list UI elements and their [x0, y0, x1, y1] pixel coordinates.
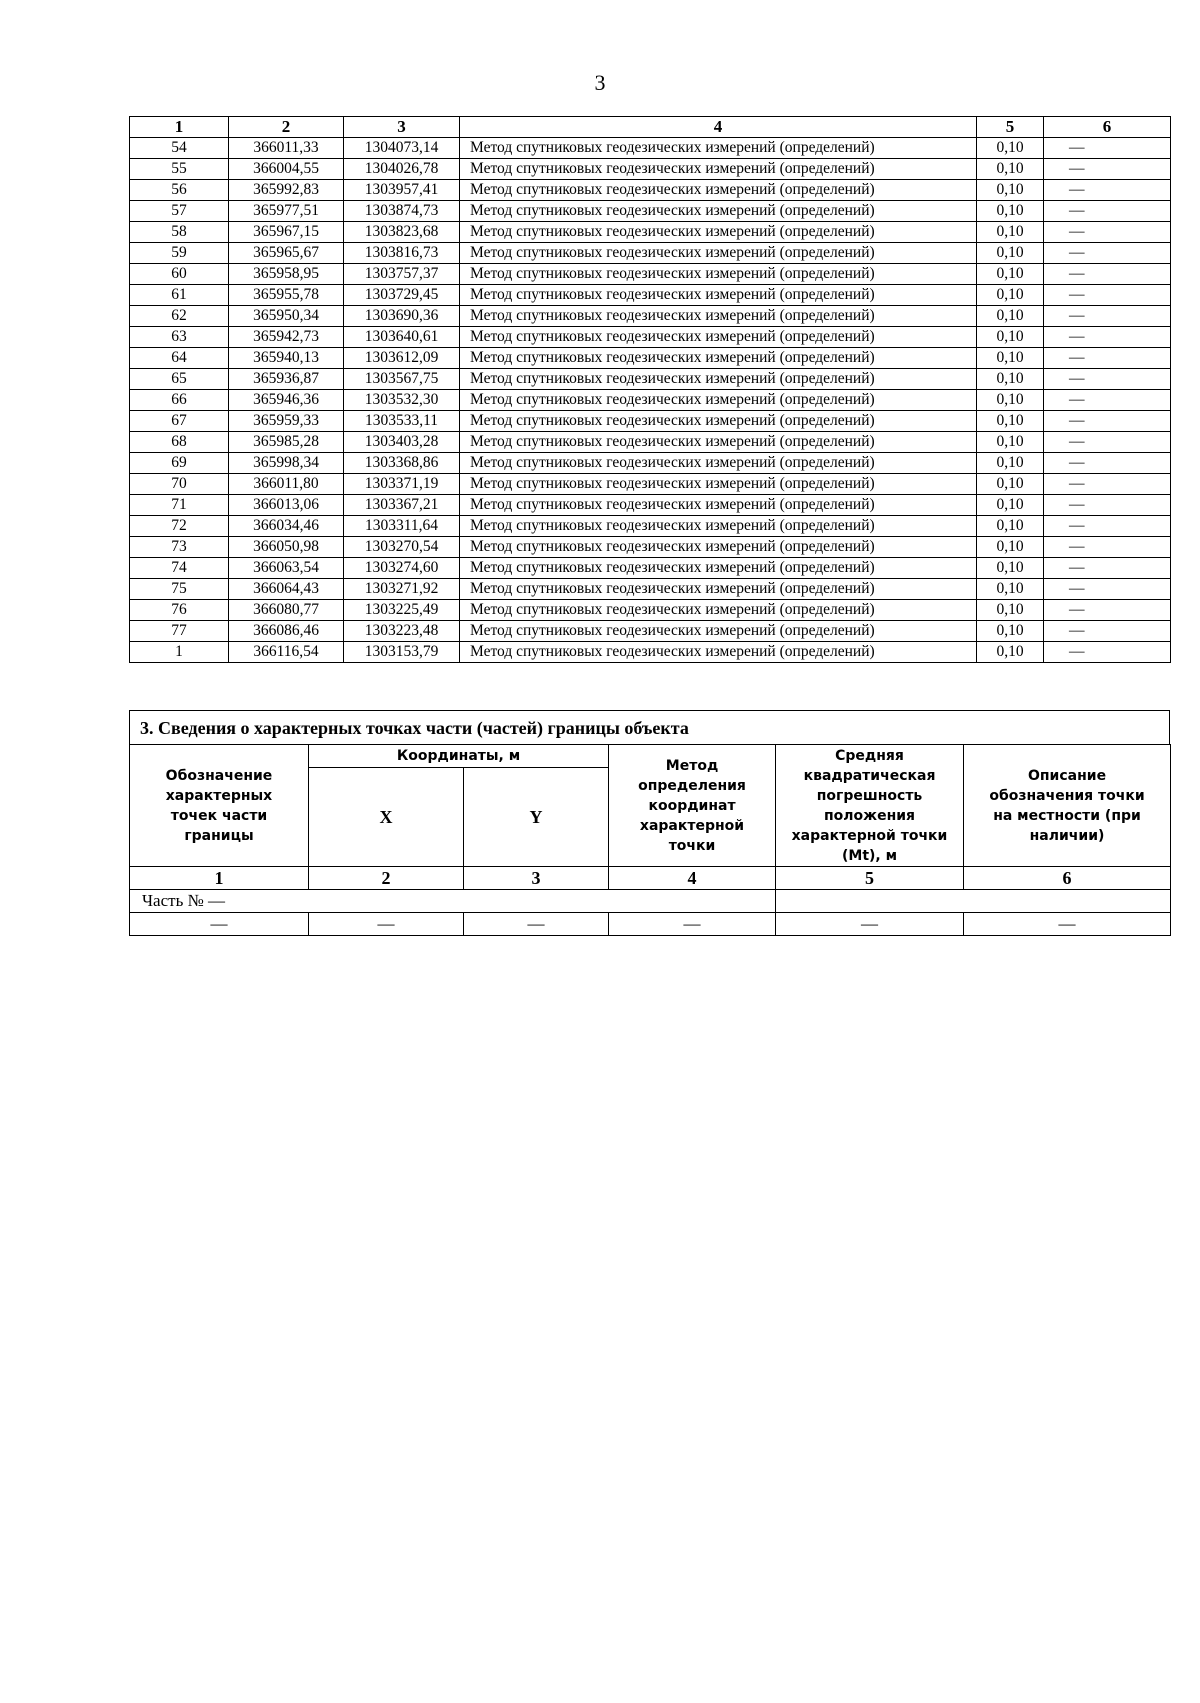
- table-cell: 365936,87: [229, 369, 344, 390]
- table-cell: 0,10: [977, 201, 1044, 222]
- method-header: Метод определения координат характерной точки: [609, 745, 776, 867]
- table-cell: 1303729,45: [344, 285, 460, 306]
- table-cell: Метод спутниковых геодезических измерений (определений): [460, 159, 977, 180]
- table-row: [130, 913, 1171, 936]
- part-empty-cell: [776, 890, 1171, 913]
- table-row: [130, 516, 1171, 537]
- y-header: Y: [464, 768, 609, 867]
- table-cell: 365977,51: [229, 201, 344, 222]
- column-number: 6: [964, 867, 1171, 890]
- section-3: [129, 710, 1170, 936]
- table-cell: 74: [130, 558, 229, 579]
- table-row: [130, 285, 1171, 306]
- table-cell: 1303371,19: [344, 474, 460, 495]
- table-cell: 1303223,48: [344, 621, 460, 642]
- table-cell: 1303403,28: [344, 432, 460, 453]
- table-cell: 1303311,64: [344, 516, 460, 537]
- table-cell: Метод спутниковых геодезических измерений (определений): [460, 306, 977, 327]
- table-row: [130, 201, 1171, 222]
- table-cell: 1303368,86: [344, 453, 460, 474]
- table-cell: 1303532,30: [344, 390, 460, 411]
- table-cell: 365950,34: [229, 306, 344, 327]
- table-row: [130, 180, 1171, 201]
- table-cell: —: [609, 913, 776, 936]
- table-cell: 0,10: [977, 180, 1044, 201]
- table-cell: —: [1044, 621, 1171, 642]
- table-cell: 0,10: [977, 621, 1044, 642]
- header-cell: 1: [130, 117, 229, 138]
- table-cell: 366064,43: [229, 579, 344, 600]
- table-cell: Метод спутниковых геодезических измерений (определений): [460, 285, 977, 306]
- coordinates-header: Координаты, м: [309, 745, 609, 768]
- table-cell: 64: [130, 348, 229, 369]
- table-row: [130, 348, 1171, 369]
- table-cell: Метод спутниковых геодезических измерений (определений): [460, 621, 977, 642]
- column-number-row: [130, 117, 1171, 138]
- table-cell: 366086,46: [229, 621, 344, 642]
- table-cell: 71: [130, 495, 229, 516]
- table-row: [130, 537, 1171, 558]
- table-cell: 56: [130, 180, 229, 201]
- table-cell: —: [1044, 201, 1171, 222]
- table-cell: 1303367,21: [344, 495, 460, 516]
- table-cell: 366116,54: [229, 642, 344, 663]
- table-row: [130, 474, 1171, 495]
- coordinates-table: [129, 116, 1171, 663]
- table-cell: —: [1044, 390, 1171, 411]
- table-cell: —: [1044, 453, 1171, 474]
- table-cell: —: [1044, 558, 1171, 579]
- table-cell: 1303757,37: [344, 264, 460, 285]
- table-cell: —: [964, 913, 1171, 936]
- table-cell: Метод спутниковых геодезических измерений (определений): [460, 222, 977, 243]
- table-cell: 1303874,73: [344, 201, 460, 222]
- table-cell: 72: [130, 516, 229, 537]
- table-cell: —: [1044, 600, 1171, 621]
- table-cell: 1303823,68: [344, 222, 460, 243]
- table-cell: 366034,46: [229, 516, 344, 537]
- table-row: [130, 390, 1171, 411]
- table-cell: 365942,73: [229, 327, 344, 348]
- table-row: [130, 369, 1171, 390]
- table-cell: 61: [130, 285, 229, 306]
- table-cell: 366050,98: [229, 537, 344, 558]
- coordinates-table-body: [130, 138, 1171, 663]
- table-row: [130, 453, 1171, 474]
- table-cell: 67: [130, 411, 229, 432]
- table-cell: 65: [130, 369, 229, 390]
- table-cell: 54: [130, 138, 229, 159]
- table-cell: 1303274,60: [344, 558, 460, 579]
- part-label: Часть № —: [130, 890, 776, 913]
- table-cell: Метод спутниковых геодезических измерений (определений): [460, 453, 977, 474]
- table-cell: —: [1044, 369, 1171, 390]
- table-cell: —: [1044, 285, 1171, 306]
- table-cell: 0,10: [977, 600, 1044, 621]
- table-row: [130, 411, 1171, 432]
- table-cell: Метод спутниковых геодезических измерений (определений): [460, 474, 977, 495]
- table-cell: 59: [130, 243, 229, 264]
- table-cell: 1303816,73: [344, 243, 460, 264]
- x-header: X: [309, 768, 464, 867]
- header-cell: 5: [977, 117, 1044, 138]
- table-cell: 66: [130, 390, 229, 411]
- table-cell: Метод спутниковых геодезических измерений (определений): [460, 327, 977, 348]
- table-cell: Метод спутниковых геодезических измерений (определений): [460, 348, 977, 369]
- table-cell: 1303153,79: [344, 642, 460, 663]
- table-cell: 60: [130, 264, 229, 285]
- part-points-table: [129, 744, 1171, 936]
- table-cell: 0,10: [977, 285, 1044, 306]
- header-cell: 6: [1044, 117, 1171, 138]
- table-cell: Метод спутниковых геодезических измерений (определений): [460, 201, 977, 222]
- table-cell: 366004,55: [229, 159, 344, 180]
- table-cell: —: [1044, 516, 1171, 537]
- table-row: [130, 432, 1171, 453]
- table-cell: —: [1044, 159, 1171, 180]
- table-cell: —: [130, 913, 309, 936]
- table-cell: Метод спутниковых геодезических измерений (определений): [460, 369, 977, 390]
- page-number: 3: [594, 70, 606, 95]
- table-cell: —: [1044, 432, 1171, 453]
- table-cell: —: [309, 913, 464, 936]
- table-row: [130, 306, 1171, 327]
- table-cell: 0,10: [977, 138, 1044, 159]
- table-cell: 366080,77: [229, 600, 344, 621]
- table-cell: —: [776, 913, 964, 936]
- table-cell: Метод спутниковых геодезических измерений (определений): [460, 558, 977, 579]
- part-row: [130, 890, 1171, 913]
- table-cell: —: [1044, 411, 1171, 432]
- table-row: [130, 579, 1171, 600]
- table-cell: Метод спутниковых геодезических измерений (определений): [460, 411, 977, 432]
- description-header: Описание обозначения точки на местности (при наличии): [964, 745, 1171, 867]
- table-row: [130, 159, 1171, 180]
- table-cell: 365967,15: [229, 222, 344, 243]
- table-cell: 366011,33: [229, 138, 344, 159]
- table-cell: —: [1044, 180, 1171, 201]
- table-cell: 366063,54: [229, 558, 344, 579]
- table-cell: 365946,36: [229, 390, 344, 411]
- table-cell: 0,10: [977, 537, 1044, 558]
- table-row: [130, 642, 1171, 663]
- table-cell: 0,10: [977, 222, 1044, 243]
- table-cell: 0,10: [977, 411, 1044, 432]
- table-cell: Метод спутниковых геодезических измерений (определений): [460, 600, 977, 621]
- table-cell: 58: [130, 222, 229, 243]
- table-cell: Метод спутниковых геодезических измерений (определений): [460, 495, 977, 516]
- table-cell: 0,10: [977, 495, 1044, 516]
- table-row: [130, 138, 1171, 159]
- table-cell: 1303612,09: [344, 348, 460, 369]
- column-number: 2: [309, 867, 464, 890]
- table-cell: 63: [130, 327, 229, 348]
- table-cell: —: [464, 913, 609, 936]
- table-cell: Метод спутниковых геодезических измерений (определений): [460, 579, 977, 600]
- table-cell: —: [1044, 306, 1171, 327]
- table-cell: 365998,34: [229, 453, 344, 474]
- table-cell: —: [1044, 537, 1171, 558]
- table-cell: 1303533,11: [344, 411, 460, 432]
- table-cell: 75: [130, 579, 229, 600]
- table-cell: —: [1044, 327, 1171, 348]
- column-number: 5: [776, 867, 964, 890]
- column-number: 3: [464, 867, 609, 890]
- table-cell: 0,10: [977, 558, 1044, 579]
- table-cell: 0,10: [977, 474, 1044, 495]
- table-cell: Метод спутниковых геодезических измерений (определений): [460, 243, 977, 264]
- table-cell: Метод спутниковых геодезических измерений (определений): [460, 432, 977, 453]
- table-cell: 0,10: [977, 453, 1044, 474]
- table-cell: 0,10: [977, 243, 1044, 264]
- table-cell: 365985,28: [229, 432, 344, 453]
- table-cell: 0,10: [977, 306, 1044, 327]
- table-cell: 365958,95: [229, 264, 344, 285]
- table-cell: 366013,06: [229, 495, 344, 516]
- table-cell: 365959,33: [229, 411, 344, 432]
- table-cell: 1304026,78: [344, 159, 460, 180]
- table-row: [130, 558, 1171, 579]
- table-cell: 0,10: [977, 579, 1044, 600]
- table-cell: 1304073,14: [344, 138, 460, 159]
- table-cell: —: [1044, 579, 1171, 600]
- table-row: [130, 600, 1171, 621]
- table-row: [130, 327, 1171, 348]
- table-cell: 0,10: [977, 642, 1044, 663]
- table-row: [130, 243, 1171, 264]
- table-cell: 0,10: [977, 348, 1044, 369]
- table-cell: 1303690,36: [344, 306, 460, 327]
- table-cell: 0,10: [977, 390, 1044, 411]
- table-cell: Метод спутниковых геодезических измерений (определений): [460, 180, 977, 201]
- table-cell: 62: [130, 306, 229, 327]
- section-3-title: 3. Сведения о характерных точках части (частей) границы объекта: [129, 710, 1170, 744]
- header-cell: 3: [344, 117, 460, 138]
- table-cell: 1303640,61: [344, 327, 460, 348]
- table-cell: 1303225,49: [344, 600, 460, 621]
- table-cell: —: [1044, 642, 1171, 663]
- table-cell: 0,10: [977, 369, 1044, 390]
- table-cell: —: [1044, 474, 1171, 495]
- table-cell: 365992,83: [229, 180, 344, 201]
- column-number: 4: [609, 867, 776, 890]
- table-cell: —: [1044, 222, 1171, 243]
- table-cell: 70: [130, 474, 229, 495]
- table-cell: —: [1044, 138, 1171, 159]
- table-cell: —: [1044, 264, 1171, 285]
- table-cell: 73: [130, 537, 229, 558]
- header-cell: 4: [460, 117, 977, 138]
- table-cell: 76: [130, 600, 229, 621]
- table-cell: 68: [130, 432, 229, 453]
- column-number: 1: [130, 867, 309, 890]
- table-cell: Метод спутниковых геодезических измерений (определений): [460, 264, 977, 285]
- column-number-row: [130, 867, 1171, 890]
- table-cell: 0,10: [977, 432, 1044, 453]
- table-cell: 55: [130, 159, 229, 180]
- table-cell: Метод спутниковых геодезических измерений (определений): [460, 516, 977, 537]
- table-cell: Метод спутниковых геодезических измерений (определений): [460, 642, 977, 663]
- accuracy-header: Средняя квадратическая погрешность положения характерной точки (Mt), м: [776, 745, 964, 867]
- table-cell: —: [1044, 243, 1171, 264]
- table-cell: —: [1044, 348, 1171, 369]
- table-cell: 77: [130, 621, 229, 642]
- header-cell: 2: [229, 117, 344, 138]
- table-cell: 1303567,75: [344, 369, 460, 390]
- table-cell: 365955,78: [229, 285, 344, 306]
- table-cell: 365965,67: [229, 243, 344, 264]
- table-cell: 1303270,54: [344, 537, 460, 558]
- table-cell: 1303271,92: [344, 579, 460, 600]
- table-cell: Метод спутниковых геодезических измерений (определений): [460, 537, 977, 558]
- table-cell: 69: [130, 453, 229, 474]
- table-cell: 57: [130, 201, 229, 222]
- table-row: [130, 222, 1171, 243]
- designation-header: Обозначение характерных точек части границы: [130, 745, 309, 867]
- table-cell: —: [1044, 495, 1171, 516]
- table-cell: 0,10: [977, 264, 1044, 285]
- table-cell: 366011,80: [229, 474, 344, 495]
- table-cell: Метод спутниковых геодезических измерений (определений): [460, 138, 977, 159]
- table-row: [130, 621, 1171, 642]
- table-cell: 1: [130, 642, 229, 663]
- table-cell: 0,10: [977, 159, 1044, 180]
- table-cell: 365940,13: [229, 348, 344, 369]
- table-cell: 0,10: [977, 516, 1044, 537]
- table-cell: Метод спутниковых геодезических измерений (определений): [460, 390, 977, 411]
- table-cell: 0,10: [977, 327, 1044, 348]
- table-row: [130, 264, 1171, 285]
- table-cell: 1303957,41: [344, 180, 460, 201]
- table-row: [130, 495, 1171, 516]
